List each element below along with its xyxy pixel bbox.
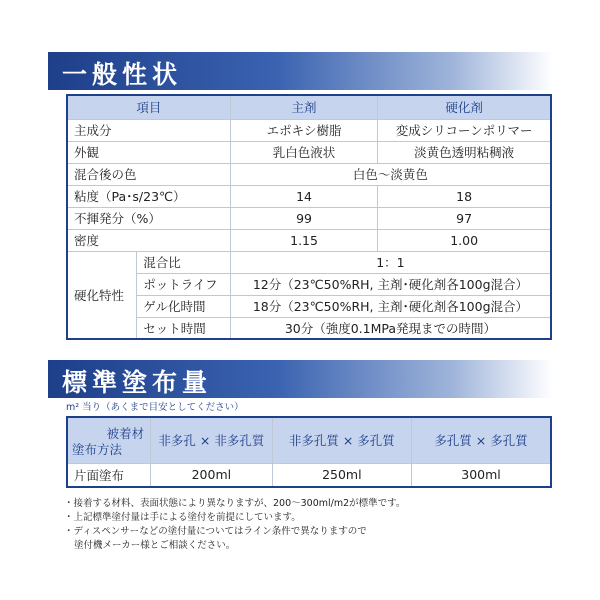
- hardener-value: 淡黄色透明粘稠液: [378, 141, 551, 163]
- row-label: 主成分: [67, 119, 230, 141]
- table-row: [67, 251, 551, 273]
- table-row: [67, 229, 551, 251]
- merged-value: 白色〜淡黄色: [230, 163, 551, 185]
- row-label: 混合後の色: [67, 163, 230, 185]
- row-label: 密度: [67, 229, 230, 251]
- corner-header-cell: [67, 417, 151, 463]
- column-header: 非多孔質 × 多孔質: [272, 417, 411, 463]
- table-header-row: [67, 95, 551, 119]
- coverage-value: 250ml: [272, 463, 411, 487]
- table-row: [67, 317, 551, 339]
- row-label: 外観: [67, 141, 230, 163]
- curing-row-label: セット時間: [137, 317, 231, 339]
- table-row: [67, 463, 551, 487]
- hardener-value: 変成シリコーンポリマー: [378, 119, 551, 141]
- table-row: [67, 119, 551, 141]
- note-line: ・接着する材料、表面状態により異なりますが、200〜300ml/m2が標準です。: [64, 498, 406, 509]
- general-properties-table: [66, 94, 552, 340]
- main-value: 1.15: [230, 229, 377, 251]
- note-line: ・上記標準塗付量は手による塗付を前提にしています。: [64, 512, 301, 523]
- curing-row-label: ゲル化時間: [137, 295, 231, 317]
- coverage-value: 200ml: [151, 463, 273, 487]
- hardener-value: 18: [378, 185, 551, 207]
- table-row: [67, 295, 551, 317]
- curing-row-label: 混合比: [137, 251, 231, 273]
- standard-coverage-table: [66, 416, 552, 488]
- main-value: 乳白色液状: [230, 141, 377, 163]
- curing-row-label: ポットライフ: [137, 273, 231, 295]
- table-row: [67, 207, 551, 229]
- note-line: ・ディスペンサーなどの塗付量についてはライン条件で異なりますので: [64, 526, 367, 537]
- coverage-value: 300ml: [412, 463, 551, 487]
- curing-row-value: 12分（23℃50%RH, 主剤･硬化剤各100g混合）: [230, 273, 551, 295]
- section-title: 一般性状: [62, 60, 183, 89]
- table-header-row: [67, 417, 551, 463]
- row-label: 片面塗布: [67, 463, 151, 487]
- main-value: エポキシ樹脂: [230, 119, 377, 141]
- curing-row-value: 18分（23℃50%RH, 主剤･硬化剤各100g混合）: [230, 295, 551, 317]
- table-row: [67, 163, 551, 185]
- header-main-agent: 主剤: [230, 95, 377, 119]
- row-label: 粘度（Pa･s/23℃）: [67, 185, 230, 207]
- table-row: [67, 141, 551, 163]
- curing-row-value: 1：1: [230, 251, 551, 273]
- hardener-value: 97: [378, 207, 551, 229]
- section-banner-general-properties: [48, 52, 553, 90]
- corner-bottom-label: 塗布方法: [72, 441, 123, 457]
- notes: [64, 497, 405, 553]
- main-value: 99: [230, 207, 377, 229]
- table-row: [67, 273, 551, 295]
- column-header: 多孔質 × 多孔質: [412, 417, 551, 463]
- curing-properties-label: 硬化特性: [67, 251, 137, 339]
- section-title: 標準塗布量: [62, 368, 213, 397]
- column-header: 非多孔 × 非多孔質: [151, 417, 273, 463]
- unit-note: m² 当り（あくまで目安としてください）: [66, 402, 244, 413]
- main-value: 14: [230, 185, 377, 207]
- header-hardener: 硬化剤: [378, 95, 551, 119]
- corner-top-label: 被着材: [106, 426, 145, 441]
- table-row: [67, 185, 551, 207]
- note-line: 塗付機メーカー様とご相談ください。: [74, 540, 236, 551]
- curing-row-value: 30分（強度0.1MPa発現までの時間）: [230, 317, 551, 339]
- header-item: 項目: [67, 95, 230, 119]
- section-banner-standard-coverage: [48, 360, 553, 398]
- row-label: 不揮発分（%）: [67, 207, 230, 229]
- hardener-value: 1.00: [378, 229, 551, 251]
